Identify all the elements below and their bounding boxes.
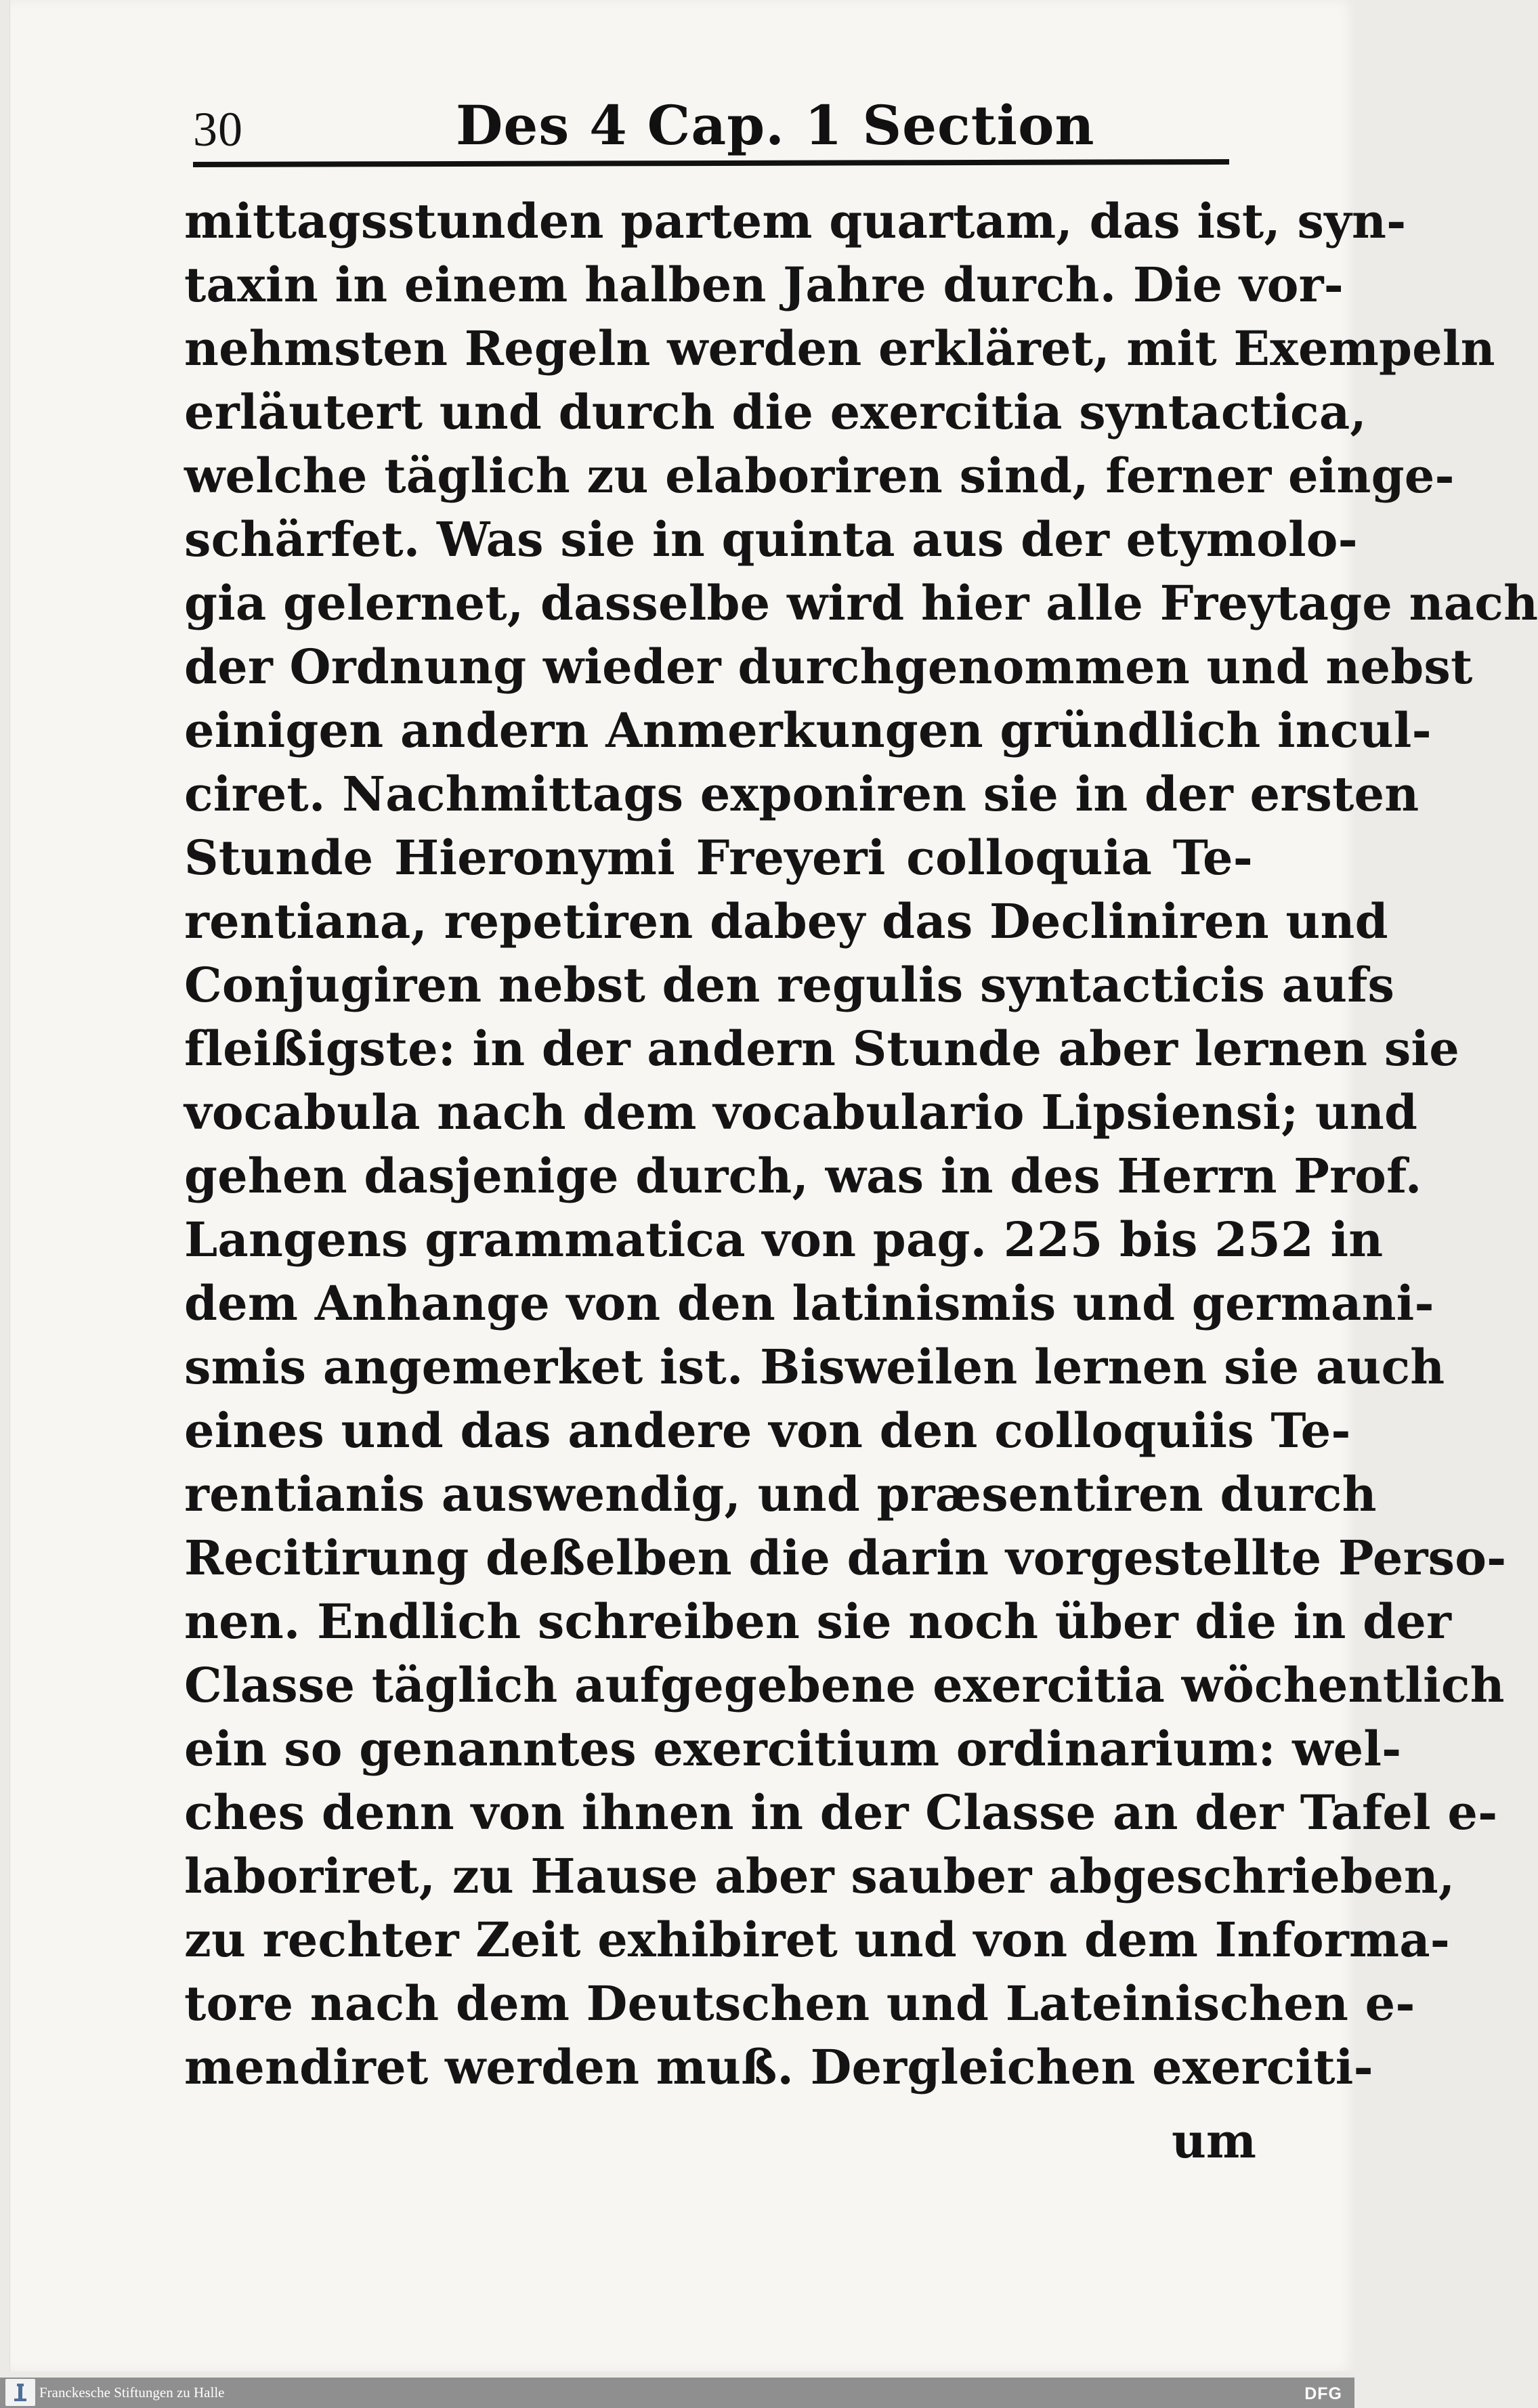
text-line: gia gelernet, dasselbe wird hier alle Freytage nach <box>184 575 1538 631</box>
catchword: um <box>1172 2113 1256 2169</box>
text-line: taxin in einem halben Jahre durch. Die vor- <box>184 257 1344 313</box>
dfg-logo-text: DFG <box>1304 2384 1342 2403</box>
text-line: welche täglich zu elaboriren sind, ferner einge- <box>184 448 1455 504</box>
body-text <box>184 190 1538 2099</box>
text-line: ches denn von ihnen in der Classe an der Tafel e- <box>184 1784 1498 1841</box>
text-line: Langens grammatica von pag. 225 bis 252 in <box>184 1211 1384 1268</box>
text-line: rentiana, repetiren dabey das Decliniren und <box>184 893 1388 949</box>
text-line: nen. Endlich schreiben sie noch über die in der <box>184 1593 1452 1650</box>
text-line: dem Anhange von den latinismis und germani- <box>184 1275 1434 1331</box>
text-line: laboriret, zu Hause aber sauber abgeschrieben, <box>184 1848 1455 1904</box>
page-number: 30 <box>193 102 243 156</box>
text-line: ciret. Nachmittags exponiren sie in der ersten <box>184 766 1419 822</box>
text-line: Classe täglich aufgegebene exercitia wöchentlich <box>184 1657 1505 1713</box>
text-line: erläutert und durch die exercitia syntactica, <box>184 384 1367 440</box>
text-line: tore nach dem Deutschen und Lateinischen e- <box>184 1975 1415 2031</box>
text-line: schärfet. Was sie in quinta aus der etymolo- <box>184 511 1358 567</box>
text-line: vocabula nach dem vocabulario Lipsiensi; und <box>184 1084 1418 1140</box>
running-head: Des 4 Cap. 1 Section <box>456 93 1095 157</box>
text-line: eines und das andere von den colloquiis Te- <box>184 1402 1351 1459</box>
text-line: mendiret werden muß. Dergleichen exerciti- <box>184 2039 1373 2095</box>
franckesche-stiftungen-logo-icon <box>5 2379 35 2406</box>
text-line: nehmsten Regeln werden erkläret, mit Exempeln <box>184 320 1495 377</box>
text-line: Stunde Hieronymi Freyeri colloquia Te- <box>184 830 1253 886</box>
footer-institution-text: Franckesche Stiftungen zu Halle <box>39 2384 225 2401</box>
text-line: Conjugiren nebst den regulis syntacticis aufs <box>184 957 1395 1013</box>
text-line: rentianis auswendig, und præsentiren durch <box>184 1466 1377 1522</box>
text-line: smis angemerket ist. Bisweilen lernen sie auch <box>184 1339 1445 1395</box>
text-line: zu rechter Zeit exhibiret und von dem Informa- <box>184 1912 1451 1968</box>
viewer-footer-bar <box>0 2378 1354 2408</box>
text-line: einigen andern Anmerkungen gründlich incul- <box>184 702 1432 758</box>
text-line: Recitirung deßelben die darin vorgestellte Perso- <box>184 1530 1507 1586</box>
text-line: der Ordnung wieder durchgenommen und nebst <box>184 639 1473 695</box>
text-line: fleißigste: in der andern Stunde aber lernen sie <box>184 1020 1459 1077</box>
page-header <box>193 88 1249 157</box>
logo-mark-icon <box>11 2382 30 2403</box>
text-line: gehen dasjenige durch, was in des Herrn Prof. <box>184 1148 1422 1204</box>
text-line: mittagsstunden partem quartam, das ist, syn- <box>184 193 1407 249</box>
text-line: ein so genanntes exercitium ordinarium: wel- <box>184 1721 1402 1777</box>
